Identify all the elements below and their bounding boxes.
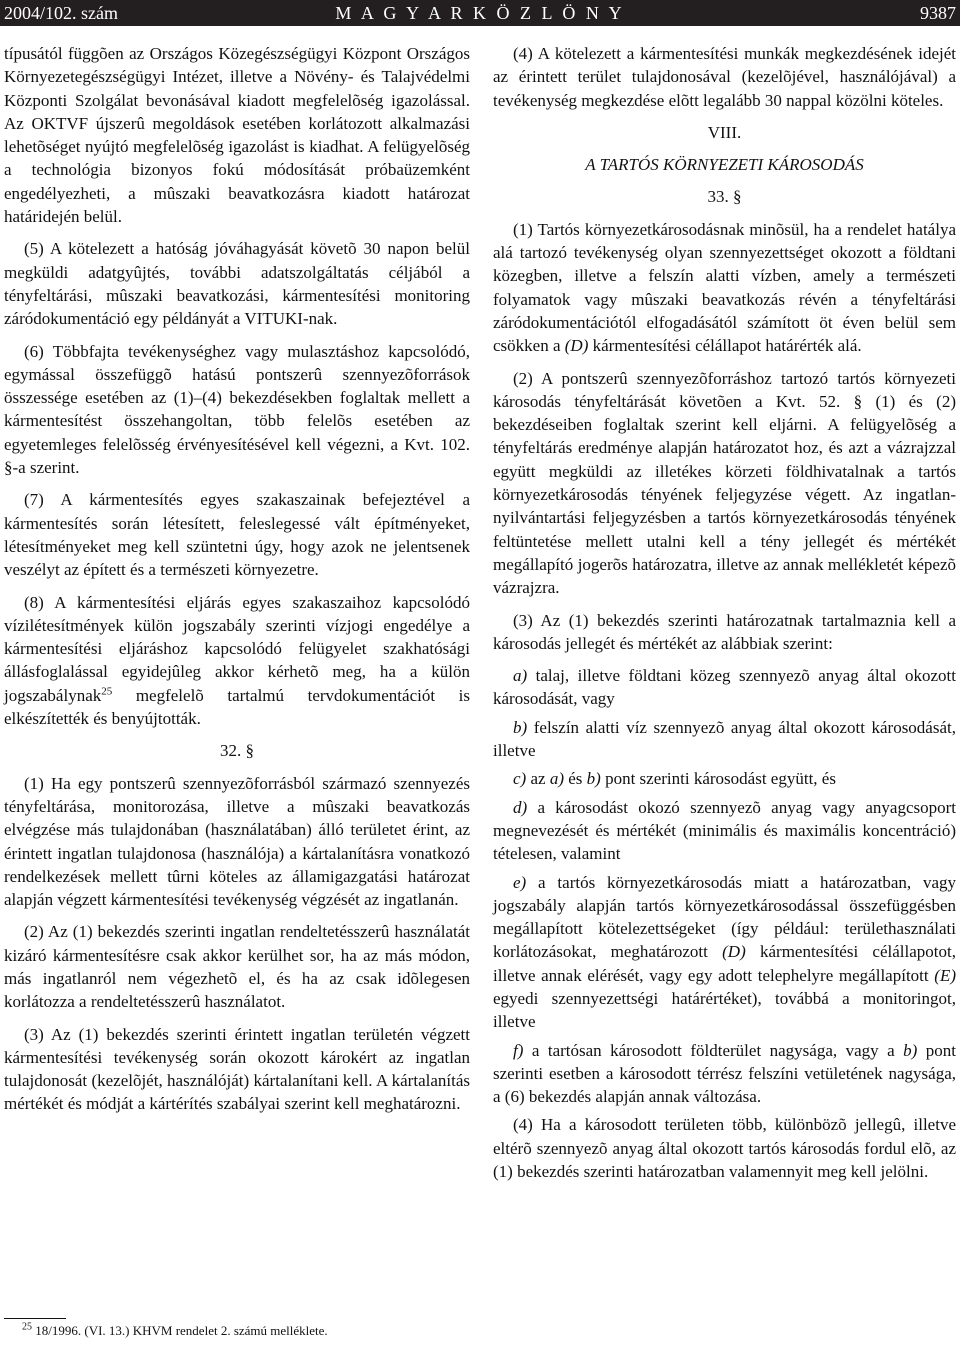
item-f-ref-b: b) bbox=[903, 1040, 918, 1060]
item-c-text: az bbox=[526, 769, 550, 789]
paragraph-7: (7) A kármentesítés egyes szakaszainak befejeztével a kármentesítés során létesített, feleslegessé vált építményeket, létesítményeket meg kell szüntetni úgy, hogy azok ne jelentsenek veszélyt az épített és a természeti környezetre. bbox=[4, 490, 470, 580]
list-item-b bbox=[493, 716, 956, 763]
paragraph-8-text: (8) A kármentesítési eljárás egyes szakaszaihoz kapcsolódó vízilétesítmények külön jogszabály szerinti vízjogi engedélye a kármentesítési eljáráshoz kapcsolódó felügyelet szakhatósági állásfoglalással egyidejûleg akkor kérhetõ meg, ha a külön jogszabálynak bbox=[4, 592, 470, 705]
item-f-text: a tartósan károsodott földterület nagysága, vagy a bbox=[523, 1040, 904, 1060]
item-c-label: c) bbox=[513, 769, 527, 789]
s33-paragraph-4: (4) Ha a károsodott területen több, különbözõ jellegû, illetve eltérõ szennyezõ anyag által okozott tartós károsodás fordul elõ, az (1) bekezdés szerinti határozatban valamennyit meg kell jelölni. bbox=[493, 1115, 956, 1182]
paragraph-4: (4) A kötelezett a kármentesítési munkák megkezdésének idejét az érintett terület tulajdonosával (kezelõjével, használójával) a tevékenység megkezdése elõtt legalább 30 nappal közölni köteles. bbox=[493, 44, 956, 110]
paragraph-continued: típusától függõen az Országos Közegészségügyi Központ Országos Környezetegészségügyi Intézet, illetve a Növény- és Talajvédelmi Központi Szolgálat bevonásával kiadott megfelelõség igazolással. Az OKTVF újszerû megoldások esetében korlátozott alkalmazási lehetõséget nyújtó megfelelõség igazolást is kiadhat. A felügyelõség a technológia bizonyos fokú módosítását próbaüzemként engedélyezheti, a mûszaki beavatkozásra kiadott határozat határidején belül. bbox=[4, 44, 470, 227]
item-b-text: felszín alatti víz szennyezõ anyag által okozott károsodását, illetve bbox=[493, 717, 956, 761]
item-e-text-2: kármentesítési célállapotot, illetve annak elérését, vagy egy adott telephelyre megállapított bbox=[493, 942, 956, 985]
journal-title: M A G Y A R K Ö Z L Ö N Y bbox=[335, 3, 625, 23]
item-a-text: talaj, illetve földtani közeg szennyezõ anyag által okozott károsodását, vagy bbox=[493, 666, 956, 709]
item-e-text-3: egyedi szennyezettségi határértéket), továbbá a monitoringot, illetve bbox=[493, 988, 956, 1032]
list-item-d bbox=[493, 796, 956, 866]
list-item-a bbox=[493, 664, 956, 711]
chapter-number: VIII. bbox=[707, 122, 742, 142]
list-item-c bbox=[493, 767, 956, 790]
item-a-label: a) bbox=[513, 666, 528, 686]
paragraph-8 bbox=[4, 591, 470, 731]
list-item-e bbox=[493, 871, 956, 1034]
s33-p1-text-end: kármentesítési célállapot határérték alá. bbox=[588, 336, 862, 356]
chapter-title: A TARTÓS KÖRNYEZETI KÁROSODÁS bbox=[585, 155, 864, 175]
footnote-ref-25[interactable]: 25 bbox=[101, 685, 113, 698]
item-c-ref-a: a) bbox=[549, 769, 564, 789]
footnote bbox=[22, 1323, 328, 1339]
footnote-divider bbox=[4, 1318, 66, 1319]
s33-paragraph-3: (3) Az (1) bekezdés szerinti határozatnak tartalmaznia kell a károsodás jellegét és mértékét az alábbiak szerint: bbox=[493, 610, 956, 653]
page-number: 9387 bbox=[920, 3, 956, 23]
item-f-label: f) bbox=[513, 1040, 524, 1060]
section-32-heading: 32. § bbox=[220, 741, 254, 761]
s33-paragraph-2: (2) A pontszerû szennyezõforráshoz tartozó tartós környezeti károsodás tényfeltárását követõen a Kvt. 52. § (1) és (2) bekezdéseiben foglaltak szerint kell eljárni. A felügyelõség a tényfeltárás eredménye alapján határozatot hoz, és azt a vázrajzzal együtt megküldi az illetékes körzeti földhivatalnak a tartós környezetkárosodás tényének feljegyzése végett. Az ingatlan-nyilvántartási feljegyzésben a tartós környezetkárosodás tényének feltüntetése mellett utalni kell a tény jellegét és mértékét megállapító jogerõs határozatra, illetve az annak mellékletét képezõ vázrajzra. bbox=[493, 368, 956, 598]
right-column bbox=[493, 42, 956, 1192]
section-33-heading: 33. § bbox=[707, 187, 742, 207]
list-item-f bbox=[493, 1039, 956, 1109]
item-d-label: d) bbox=[513, 797, 528, 817]
paragraph-8-text-end: megfelelõ tartalmú tervdokumentációt is elkészítették és benyújtották. bbox=[4, 685, 470, 729]
footnote-number: 25 bbox=[22, 1321, 32, 1333]
item-e-code-e: (E) bbox=[934, 965, 956, 985]
s33-paragraph-1 bbox=[493, 218, 956, 358]
item-d-text: a károsodást okozó szennyezõ anyag vagy anyagcsoport megnevezését és mértékét (minimális és maximális koncentráció) tételesen, valamint bbox=[493, 797, 956, 864]
item-e-label: e) bbox=[513, 872, 527, 892]
paragraph-6: (6) Többfajta tevékenységhez vagy mulasztáshoz kapcsolódó, egymással összefüggõ hatású pontszerû szennyezõforrások összessége esetében az (1)–(4) bekezdésekben foglaltak mellett a kármentesítést összehangoltan, több felelõs esetében az egyetemleges felelõsség érvényesítésével kell végezni, a Kvt. 102. §-a szerint. bbox=[4, 341, 470, 478]
page-header bbox=[0, 0, 960, 26]
left-column bbox=[4, 42, 470, 1125]
footnote-text: 18/1996. (VI. 13.) KHVM rendelet 2. számú melléklete. bbox=[32, 1323, 328, 1338]
s33-p1-text: (1) Tartós környezetkárosodásnak minõsül, ha a rendelet hatálya alá tartozó tevékenység olyan szennyezettséget okozott a földtani közegben, illetve a felszín alatti vízben, amely a természeti folyamatok vagy mûszaki beavatkozás révén a tényfeltárási záródokumentációtól elfogadásától számított öt éven belül sem csökken a bbox=[493, 219, 956, 356]
item-e-code-d: (D) bbox=[722, 942, 746, 962]
s32-paragraph-3: (3) Az (1) bekezdés szerinti érintett ingatlan területén végzett kármentesítési tevékenység során okozott károkért az ingatlan tulajdonosát (kezelõjét, használóját) kártalanítani kell. A kártalanítás mértékét és módját a kártérítés szabályai szerint kell meghatározni. bbox=[4, 1024, 470, 1114]
item-e-text: a tartós környezetkárosodás miatt a határozatban, vagy jogszabály alapján tartós környezetkárosodással összefüggésben megállapított kötelezettségeket (így például: területhasználati korlátozásokat, meghatározott bbox=[493, 872, 956, 962]
item-c-text-2: és bbox=[563, 769, 587, 789]
s32-paragraph-1: (1) Ha egy pontszerû szennyezõforrásból származó szennyezés tényfeltárása, monitorozása, illetve a mûszaki beavatkozás elvégzése más tulajdonában (használatában) álló területet érint, az érintett ingatlan tulajdonosa (használója) a kártalanításra vonatkozó rendelkezések mellett tûrni köteles az államigazgatási határozat alapján végzett kármentesítési tevékenység végzését az ingatlanán. bbox=[4, 773, 470, 910]
issue-number: 2004/102. szám bbox=[4, 3, 118, 23]
paragraph-5: (5) A kötelezett a hatóság jóváhagyását követõ 30 napon belül megküldi adatgyûjtés, további adatszolgáltatás céljából a tényfeltárási, mûszaki beavatkozási, kármentesítési monitoring záródokumentáció egy példányát a VITUKI-nak. bbox=[4, 239, 470, 329]
item-f-text-2: pont szerinti esetben a károsodott térrész felszíni vetületének nagysága, a (6) bekezdés alapján annak változása. bbox=[493, 1040, 956, 1107]
item-b-label: b) bbox=[513, 717, 528, 737]
s32-paragraph-2: (2) Az (1) bekezdés szerinti ingatlan rendeltetésszerû használatát kizáró kármentesítésre csak akkor kerülhet sor, ha az más módon, más ingatlanról nem végezhetõ el, és ha az csak idõlegesen korlátozza a rendeltetésszerû használatot. bbox=[4, 922, 470, 1012]
item-c-text-3: pont szerinti károsodást együtt, és bbox=[600, 769, 836, 789]
s33-p1-code: (D) bbox=[564, 336, 589, 356]
item-c-ref-b: b) bbox=[586, 769, 601, 789]
